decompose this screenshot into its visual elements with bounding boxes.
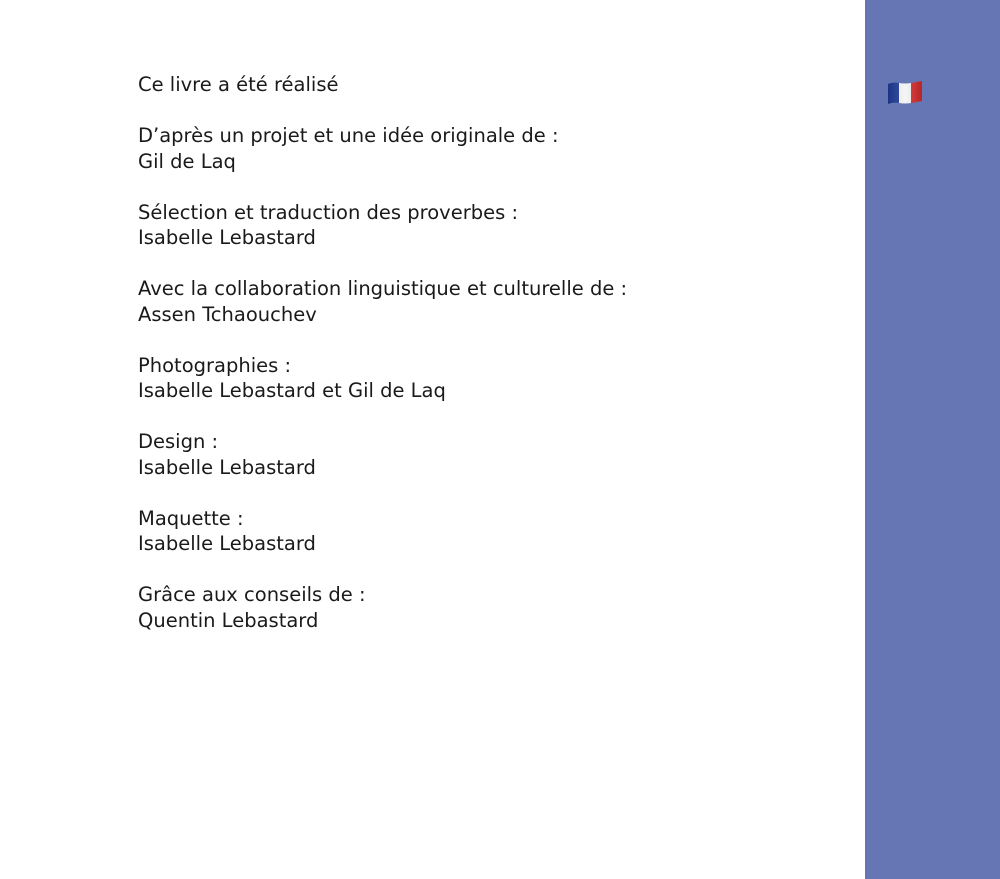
- credit-name: Isabelle Lebastard: [138, 455, 316, 479]
- french-flag-icon[interactable]: [887, 80, 923, 106]
- sidebar-panel: [865, 0, 1000, 879]
- credit-block-collaboration: [138, 276, 838, 327]
- credit-block-concept: [138, 123, 838, 174]
- intro-line: Ce livre a été réalisé: [138, 73, 339, 96]
- credit-name: Isabelle Lebastard: [138, 532, 316, 555]
- credits-text: [138, 72, 838, 659]
- credit-name: Isabelle Lebastard: [138, 226, 316, 249]
- credit-role: Photographies :: [138, 353, 292, 377]
- credit-block-advice: [138, 582, 838, 633]
- credit-role: Maquette :: [138, 506, 244, 530]
- credit-name: Isabelle Lebastard et Gil de Laq: [138, 379, 446, 402]
- credit-role: Grâce aux conseils de :: [138, 583, 366, 606]
- credit-name: Quentin Lebastard: [138, 608, 319, 632]
- credit-block-photography: [138, 353, 838, 404]
- credit-block-selection: [138, 200, 838, 251]
- credit-role: D’après un projet et une idée originale de :: [138, 124, 559, 147]
- credit-name: Assen Tchaouchev: [138, 302, 317, 326]
- credit-block-layout: [138, 506, 838, 557]
- credit-role: Sélection et traduction des proverbes :: [138, 200, 519, 224]
- credit-name: Gil de Laq: [138, 149, 236, 173]
- credit-role: Design :: [138, 430, 219, 453]
- credit-role: Avec la collaboration linguistique et culturelle de :: [138, 277, 628, 300]
- credit-block-design: [138, 429, 838, 480]
